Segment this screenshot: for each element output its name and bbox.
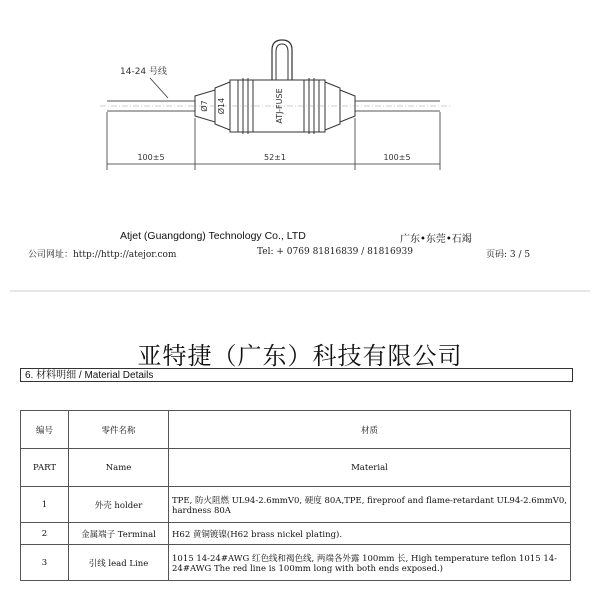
company-name-en: Atjet (Guangdong) Technology Co., LTD xyxy=(120,230,306,242)
company-title-cn: 亚特捷（广东）科技有限公司 xyxy=(137,342,463,370)
row-material: 1015 14-24#AWG 红色线和褐色线, 两端各外露 100mm 长, High temperature teflon 1015 14-24#AWG The red line is 100mm long with both ends exposed.) xyxy=(169,545,571,581)
wire-callout: 14-24 号线 xyxy=(120,67,168,77)
table-row xyxy=(21,523,571,545)
dim-left: 100±5 xyxy=(137,153,165,162)
header-cell-name: 零件名称 xyxy=(69,411,169,449)
dia-large-label: Ø14 xyxy=(217,97,226,115)
dim-center: 52±1 xyxy=(264,153,286,162)
header-cell-material: 材质 xyxy=(169,411,571,449)
row-material: TPE, 防火阻燃 UL94-2.6mmV0, 硬度 80A,TPE, fireproof and flame-retardant UL94-2.6mmV0, hardness 80A xyxy=(169,487,571,523)
row-name: 金属端子 Terminal xyxy=(69,523,169,545)
footer-page-number: 页码: 3 / 5 xyxy=(486,250,531,260)
section-heading: 6. 材料明细 / Material Details xyxy=(20,368,573,382)
footer-website: 公司网址：http://http://atejor.com xyxy=(28,250,177,260)
row-no: 2 xyxy=(21,523,69,545)
row-name: 外壳 holder xyxy=(69,487,169,523)
subheader-cell-name: Name xyxy=(69,449,169,487)
row-no: 1 xyxy=(21,487,69,523)
table-row xyxy=(21,487,571,523)
table-header-row xyxy=(21,411,571,449)
subheader-cell-part: PART xyxy=(21,449,69,487)
footer-tel: Tel: + 0769 81816839 / 81816939 xyxy=(257,247,413,257)
page-divider xyxy=(10,290,590,292)
row-name: 引线 lead Line xyxy=(69,545,169,581)
company-address: 广东•东莞•石竭 xyxy=(400,234,472,245)
fuse-holder-drawing xyxy=(0,0,600,200)
table-row xyxy=(21,545,571,581)
row-no: 3 xyxy=(21,545,69,581)
dia-small-label: Ø7 xyxy=(200,100,209,112)
subheader-cell-material: Material xyxy=(169,449,571,487)
table-subheader-row xyxy=(21,449,571,487)
row-material: H62 黄铜镀镍(H62 brass nickel plating). xyxy=(169,523,571,545)
header-cell-no: 编号 xyxy=(21,411,69,449)
body-marking: ATJ-FUSE xyxy=(275,88,284,124)
material-table xyxy=(20,410,571,581)
dim-right: 100±5 xyxy=(383,153,411,162)
